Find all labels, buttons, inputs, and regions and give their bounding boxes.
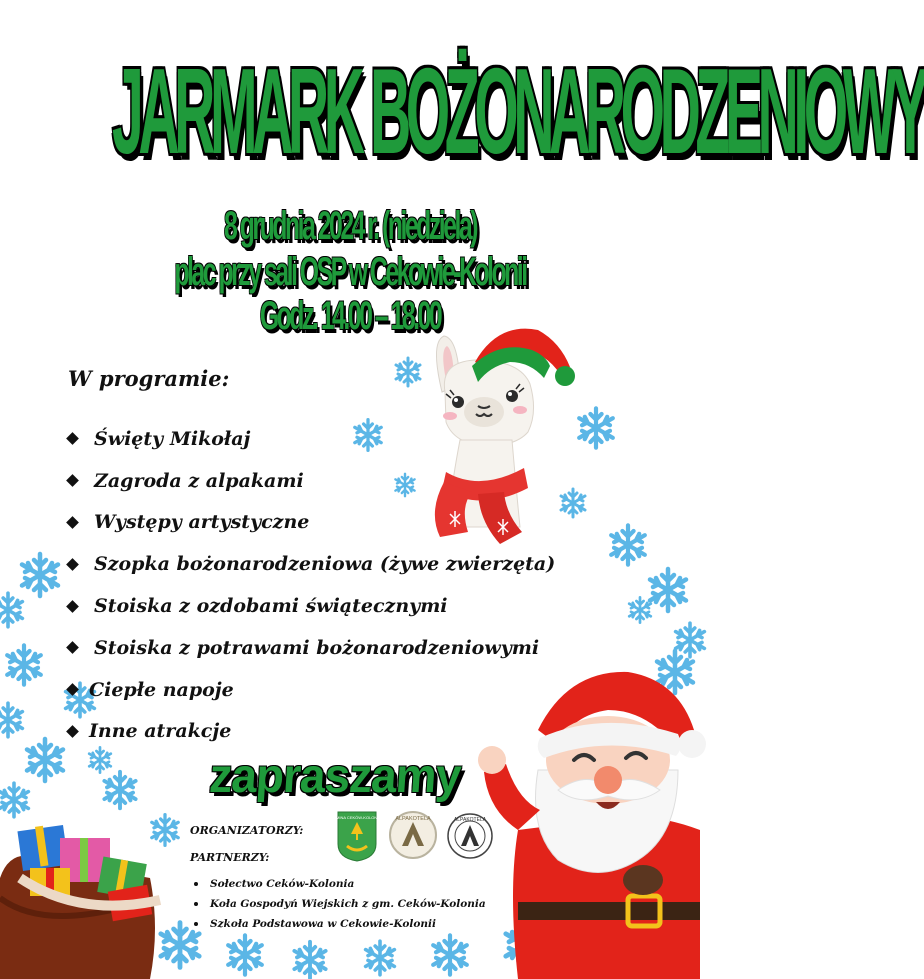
partner-name: Koła Gospodyń Wiejskich z gm. Ceków-Kolonia (210, 898, 486, 910)
event-hours: Godz. 14.00 – 18.00 (259, 294, 441, 338)
list-item (66, 460, 555, 502)
snowflake-icon (228, 935, 262, 974)
santa-illustration (478, 660, 700, 979)
program-item-text: Stoiska z potrawami bożonarodzeniowymi (94, 636, 540, 659)
bullet-icon (194, 902, 198, 906)
list-item (66, 502, 555, 544)
alpakotela-logo-text: ALPAKOTELA (453, 817, 487, 823)
invite-text: zapraszamy (207, 747, 463, 803)
diamond-bullet-icon (66, 474, 79, 487)
organizers-label: ORGANIZATORZY: (190, 824, 304, 837)
diamond-bullet-icon (66, 600, 79, 613)
list-item (66, 543, 555, 585)
program-item-text: Stoiska z ozdobami świątecznymi (94, 595, 448, 618)
partners-list (190, 874, 486, 934)
snowflake-icon (366, 941, 395, 975)
program-item-text: Szopka bożonarodzeniowa (żywe zwierzęta) (94, 553, 556, 576)
gmina-logo-text: GMINA CEKÓW-KOLONIA (332, 815, 382, 820)
snowflake-icon (650, 569, 686, 611)
diamond-bullet-icon (66, 433, 79, 446)
poster-title: JARMARK BOŻONARODZENIOWY (112, 42, 924, 180)
snowflake-icon (611, 525, 645, 564)
alpakotela-logo-2 (446, 812, 494, 860)
program-item-text: Występy artystyczne (94, 511, 310, 534)
alpakotela-logo-1 (388, 810, 438, 860)
partner-name: Szkoła Podstawowa w Cekowie-Kolonii (210, 918, 436, 930)
snowflake-icon (396, 358, 420, 386)
event-date: 8 grudnia 2024 r. (niedziela) (224, 204, 476, 248)
event-place: plac przy sali OSP w Cekowie-Kolonii (174, 250, 526, 294)
bullet-icon (194, 882, 198, 886)
program-item-text: Zagroda z alpakami (94, 469, 304, 492)
program-item-text: Święty Mikołaj (94, 427, 251, 450)
snowflake-icon (629, 597, 651, 622)
gmina-logo (332, 810, 382, 862)
partner-name: Sołectwo Ceków-Kolonia (210, 878, 355, 890)
program-heading: W programie: (68, 366, 230, 391)
snowflake-icon (7, 645, 41, 684)
snowflake-icon (27, 739, 63, 781)
list-item (190, 914, 486, 934)
program-item-text: Inne atrakcje (89, 720, 232, 743)
snowflake-icon (22, 554, 58, 596)
list-item (190, 894, 486, 914)
gift-sack-illustration (0, 808, 175, 979)
snowflake-icon (0, 593, 22, 627)
diamond-bullet-icon (66, 725, 79, 738)
list-item (190, 874, 486, 894)
snowflake-icon (104, 772, 135, 808)
snowflake-icon (433, 935, 467, 974)
diamond-bullet-icon (66, 642, 79, 655)
list-item (66, 585, 555, 627)
partners-label: PARTNERZY: (190, 851, 270, 864)
snowflake-icon (0, 703, 22, 737)
snowflake-icon (294, 942, 325, 978)
alpakotela-logo-text: ALPAKOTELA (395, 816, 431, 822)
program-item-text: Ciepłe napoje (89, 678, 234, 701)
diamond-bullet-icon (66, 683, 79, 696)
snowflake-icon (676, 623, 705, 657)
list-item (66, 418, 555, 460)
diamond-bullet-icon (66, 516, 79, 529)
diamond-bullet-icon (66, 558, 79, 571)
bullet-icon (194, 922, 198, 926)
